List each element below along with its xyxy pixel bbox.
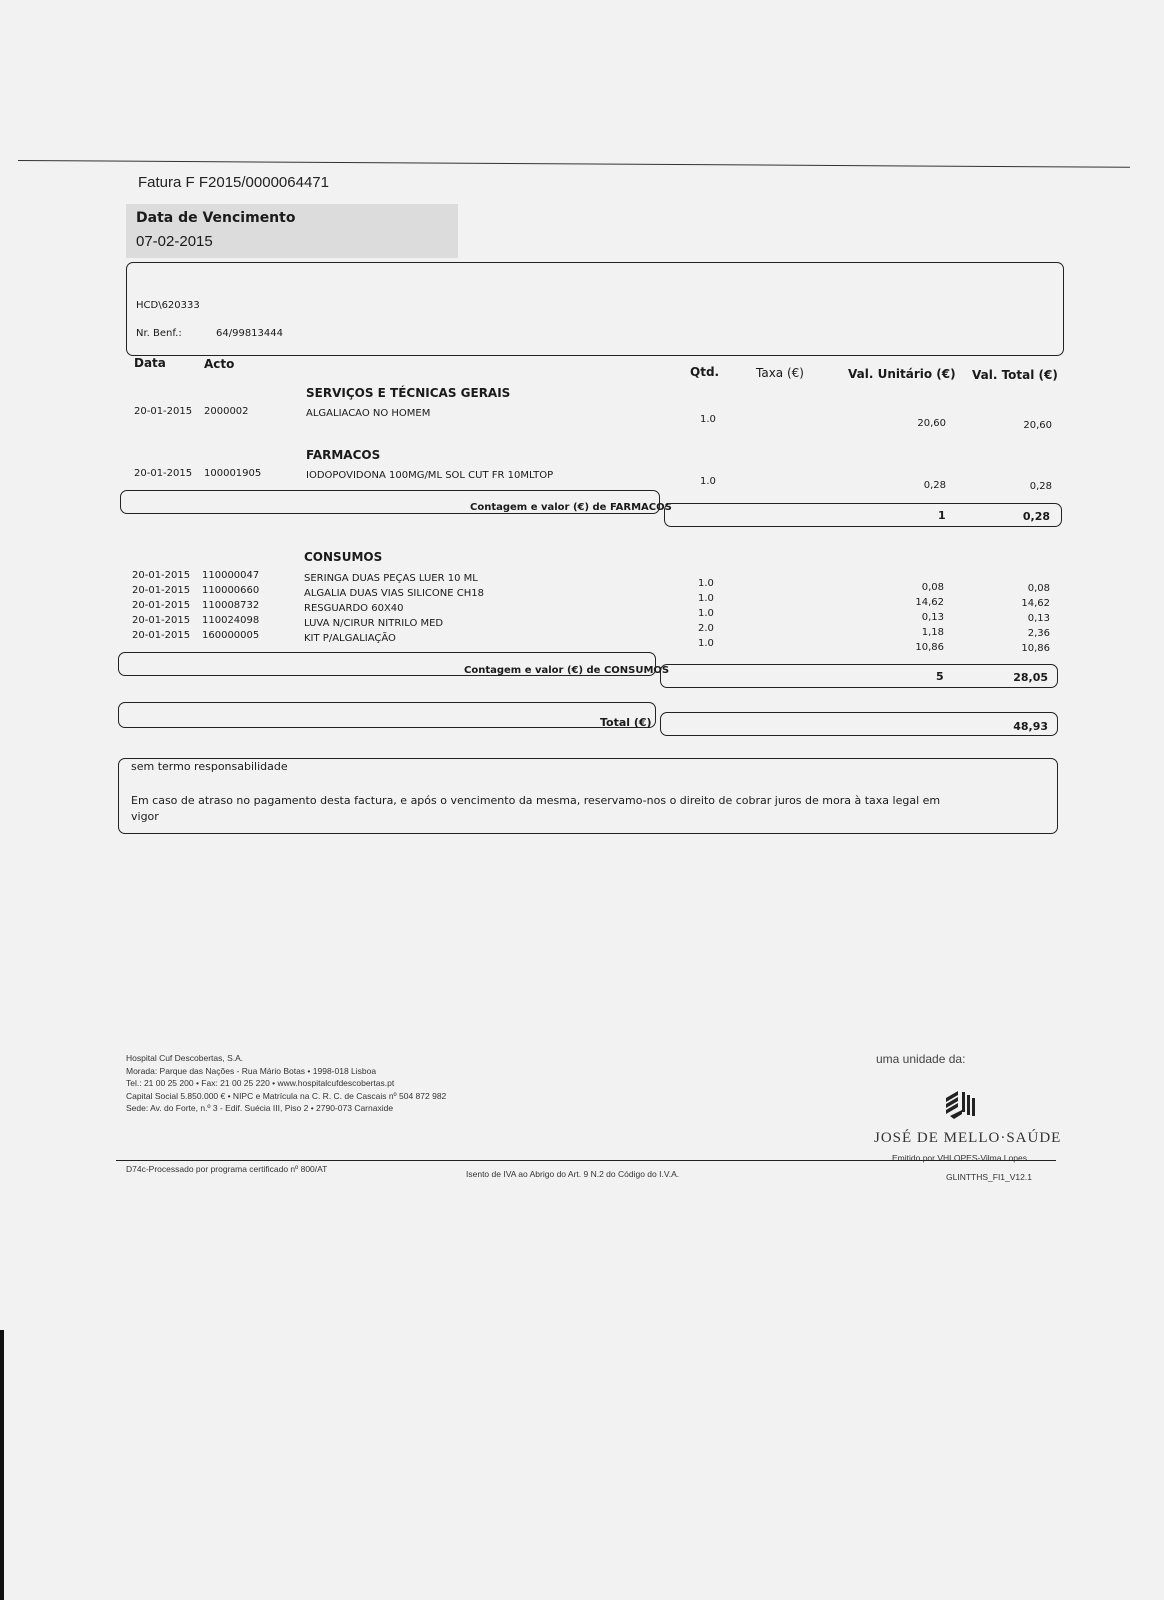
row-total-value: 10,86 [1021,643,1050,654]
row-qty: 2.0 [698,623,714,634]
row-unit-value: 1,18 [921,627,944,638]
row-qty: 1.0 [698,578,714,589]
row-description: RESGUARDO 60X40 [304,603,404,614]
row-code: 100001905 [204,468,262,479]
row-qty: 1.0 [698,608,714,619]
consumos-summary-value: 28,05 [1013,671,1048,684]
note-late-payment: Em caso de atraso no pagamento desta factura, e após o vencimento da mesma, reservamo-nos o direito de cobrar juros de mora à taxa legal em [131,794,941,807]
section-title: CONSUMOS [304,550,383,564]
top-rule [18,160,1130,168]
company-line: Morada: Parque das Nações - Rua Mário Botas • 1998-018 Lisboa [126,1065,377,1076]
row-total-value: 0,13 [1027,613,1050,624]
header-act: Acto [204,357,235,371]
row-date: 20-01-2015 [132,600,191,611]
row-unit-value: 0,08 [921,582,944,593]
row-code: 160000005 [202,630,260,641]
due-date-label: Data de Vencimento [136,210,296,226]
company-line: Capital Social 5.850.000 € • NIPC e Matrícula na C. R. C. de Cascais nº 504 872 982 [126,1090,447,1101]
vat-exemption: Isento de IVA ao Abrigo do Art. 9 N.2 do Código do I.V.A. [466,1169,680,1179]
jose-de-mello-logo-icon [942,1086,978,1122]
scan-edge [0,1330,4,1600]
brand-name: JOSÉ DE MELLO·SAÚDE [874,1130,1062,1146]
row-total-value: 14,62 [1021,598,1050,609]
row-date: 20-01-2015 [132,630,191,641]
row-unit-value: 0,13 [921,612,944,623]
processed-note: D74c-Processado por programa certificado nº 800/AT [126,1164,328,1174]
row-description: IODOPOVIDONA 100MG/ML SOL CUT FR 10MLTOP [306,470,554,481]
row-unit-value: 20,60 [917,418,946,429]
patient-box [126,262,1064,356]
farmacos-summary-value: 0,28 [1022,510,1050,523]
due-date-value: 07-02-2015 [136,233,213,250]
emitted-by: Emitido por VHLOPES-Vilma Lopes [892,1153,1027,1163]
note-liability: sem termo responsabilidade [131,760,288,773]
header-tax: Taxa (€) [756,366,804,380]
row-description: KIT P/ALGALIAÇÃO [304,633,396,644]
company-line: Hospital Cuf Descobertas, S.A. [126,1053,244,1063]
invoice-title: Fatura F F2015/0000064471 [138,174,329,191]
row-total-value: 2,36 [1027,628,1050,639]
row-description: SERINGA DUAS PEÇAS LUER 10 ML [304,573,478,584]
farmacos-summary-label: Contagem e valor (€) de FARMACOS [470,502,672,513]
header-date: Data [134,356,166,370]
benef-label: Nr. Benf.: [136,328,182,339]
row-qty: 1.0 [700,414,716,425]
row-total-value: 20,60 [1023,420,1052,431]
note-late-payment-end: vigor [131,810,159,823]
row-date: 20-01-2015 [132,570,191,581]
row-qty: 1.0 [700,476,716,487]
row-code: 2000002 [204,406,249,417]
row-total-value: 0,08 [1027,583,1050,594]
patient-id: HCD\620333 [136,300,200,311]
footer-rule [116,1160,1056,1161]
header-qty: Qtd. [690,365,720,379]
row-date: 20-01-2015 [134,468,193,479]
row-description: LUVA N/CIRUR NITRILO MED [304,618,444,629]
benef-value: 64/99813444 [216,328,283,339]
row-unit-value: 14,62 [915,597,944,608]
section-title: SERVIÇOS E TÉCNICAS GERAIS [306,386,511,400]
company-line: Sede: Av. do Forte, n.º 3 - Edif. Suécia III, Piso 2 • 2790-073 Carnaxide [126,1103,394,1113]
row-description: ALGALIACAO NO HOMEM [306,408,431,419]
consumos-summary-label: Contagem e valor (€) de CONSUMOS [464,665,670,676]
farmacos-summary-count: 1 [938,509,946,522]
unit-of-label: uma unidade da: [876,1052,966,1066]
company-info [126,1052,446,1115]
row-unit-value: 0,28 [923,480,946,491]
consumos-summary-count: 5 [936,670,944,683]
row-date: 20-01-2015 [134,406,193,417]
software-version: GLINTTHS_FI1_V12.1 [946,1172,1032,1182]
row-code: 110024098 [202,615,260,626]
row-code: 110008732 [202,600,260,611]
row-code: 110000047 [202,570,260,581]
row-qty: 1.0 [698,638,714,649]
header-total-value: Val. Total (€) [972,368,1058,382]
row-unit-value: 10,86 [915,642,944,653]
total-label-box [118,702,656,728]
row-date: 20-01-2015 [132,615,191,626]
row-qty: 1.0 [698,593,714,604]
row-total-value: 0,28 [1029,481,1052,492]
header-unit-value: Val. Unitário (€) [848,367,956,381]
row-description: ALGALIA DUAS VIAS SILICONE CH18 [304,588,484,599]
company-line: Tel.: 21 00 25 200 • Fax: 21 00 25 220 • www.hospitalcufdescobertas.pt [126,1078,395,1088]
row-date: 20-01-2015 [132,585,191,596]
total-value: 48,93 [1013,720,1048,733]
row-code: 110000660 [202,585,260,596]
total-label: Total (€) [600,716,652,729]
section-title: FARMACOS [306,448,381,462]
